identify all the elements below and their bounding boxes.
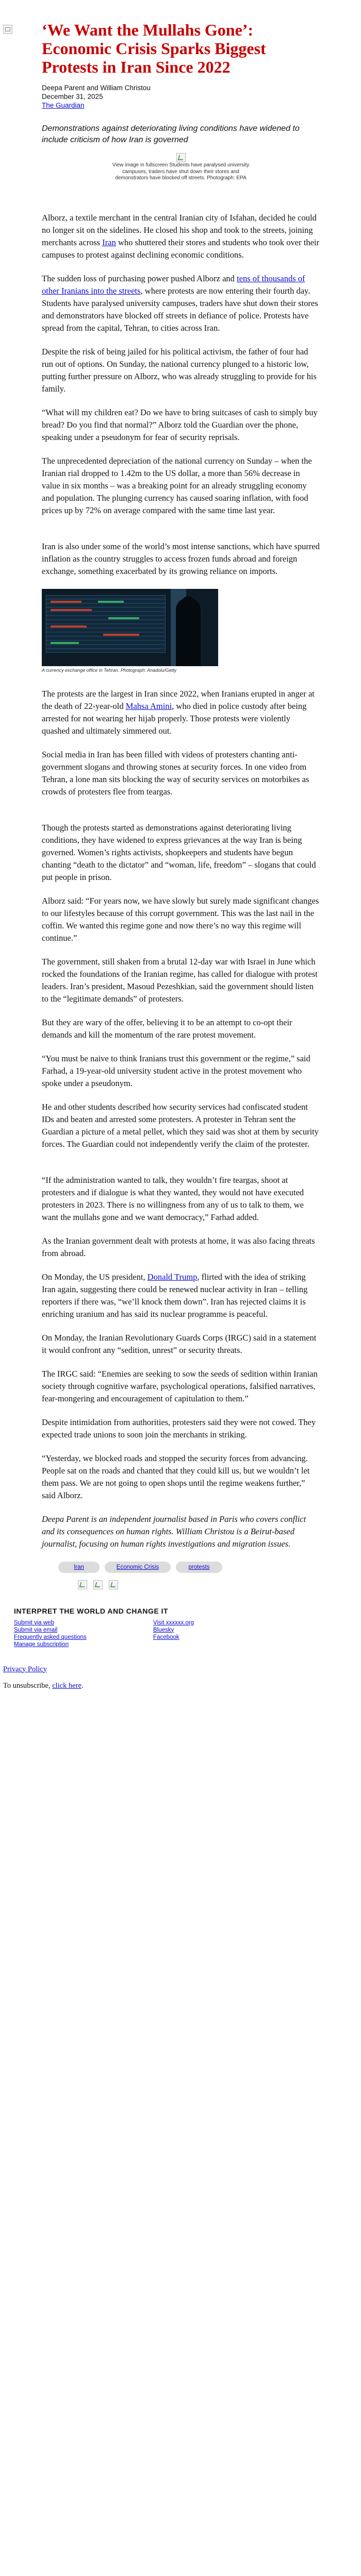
footer-links <box>14 1619 298 1648</box>
photo-figure <box>42 589 320 673</box>
iran-link[interactable]: Iran <box>102 237 116 247</box>
visit-site-link[interactable]: Visit xxxxxx.org <box>153 1619 194 1626</box>
paragraph-text: , flirted with the idea of striking Iran again, suggesting there could be renewed nuclear activity in Iran – telling reporters if there was, “we’ll knock them down”. Iran has rejected claims it is enriching uranium and has said its nuclear programme is peaceful. <box>42 1272 308 1319</box>
paragraph: Though the protests started as demonstrations against deteriorating living conditions, they have widened to express grievances at the way Iran is being governed. Women’s rights activists, shopkeepers and students have begun chanting “death to the dictator” and “woman, life, freedom” – slogans that could put people in prison. <box>42 822 316 882</box>
share-icon-1[interactable] <box>78 1580 87 1589</box>
paragraph-text: , who died in police custody after being arrested for not wearing her hijab properly. Those protests were violently quashed and ultimately simmered out. <box>42 701 307 736</box>
photo-caption: A currency exchange office in Tehran. Photograph: Anadolu/Getty <box>42 667 177 673</box>
paragraph: The IRGC said: “Enemies are seeking to sow the seeds of sedition within Iranian society through cognitive warfare, psychological operations, falsified narratives, fear-mongering and encouragement of capitulation to them.” <box>42 1368 318 1403</box>
faq-link[interactable]: Frequently asked questions <box>14 1634 87 1640</box>
footer-links-left <box>14 1619 153 1648</box>
byline-date: December 31, 2025 <box>42 93 103 100</box>
bluesky-link[interactable]: Bluesky <box>153 1626 174 1633</box>
paragraph: The unprecedented depreciation of the national currency on Sunday – when the Iranian rial dropped to 1.42m to the US dollar, a more than 56% decrease in value in six months – was a breaking point for an already struggling economy and population. The plunging currency has caused soaring inflation, with food prices up by 72% on average compared with the same time last year. <box>42 455 312 515</box>
paragraph <box>42 273 320 334</box>
share-icons <box>78 1580 320 1589</box>
tag-economic-crisis[interactable]: Economic Crisis <box>105 1562 171 1573</box>
paragraph <box>42 212 320 261</box>
tag-iran[interactable]: Iran <box>58 1562 100 1573</box>
paragraph-text: who shuttered their stores and students who took over their campuses to protest against declining economic conditions. <box>42 237 319 260</box>
tag-list <box>58 1562 320 1573</box>
unsubscribe-link[interactable]: click here <box>52 1681 81 1690</box>
footer-title: INTERPRET THE WORLD AND CHANGE IT <box>14 1606 169 1615</box>
legal-section <box>3 1665 361 1690</box>
facebook-link[interactable]: Facebook <box>153 1634 179 1640</box>
submit-web-link[interactable]: Submit via web <box>14 1619 54 1626</box>
byline-publication-link[interactable]: The Guardian <box>42 101 85 109</box>
paragraph: “You must be naive to think Iranians trust this government or the regime,” said Farhad, a 19-year-old university student active in the protest movement who spoke under a pseudonym. <box>42 1053 310 1088</box>
author-bio: Deepa Parent is an independent journalist based in Paris who covers conflict and its consequences on human rights. William Christou is a Beirut-based journalist, focusing on human rights investigations and migration issues. <box>42 1514 306 1549</box>
paragraph: “If the administration wanted to talk, they wouldn’t fire teargas, shoot at protesters and if dialogue is what they wanted, they would not have executed protesters in 2023. There is no willingness from any of us to talk to them, we want the mullahs gone and we want democracy,” Farhad added. <box>42 1175 304 1222</box>
byline-authors: Deepa Parent and William Christou <box>42 84 151 92</box>
newsletter-page <box>0 21 361 1690</box>
privacy-policy-link[interactable]: Privacy Policy <box>3 1665 47 1673</box>
unsubscribe-line <box>3 1681 361 1690</box>
paragraph-text: On Monday, the US president, <box>42 1272 147 1282</box>
section-2 <box>42 540 320 798</box>
broken-image-icon <box>176 153 186 162</box>
unsubscribe-text: To unsubscribe, <box>3 1681 53 1690</box>
section-3 <box>42 822 320 1150</box>
paragraph-text: The sudden loss of purchasing power pushed Alborz and <box>42 273 237 283</box>
paragraph: He and other students described how security services had confiscated student IDs and beaten and arrested some protesters. A protester in Tehran sent the Guardian a picture of a metal pellet, which they said was shot at them by security forces. The Guardian could not independently verify the claim of the protester. <box>42 1101 319 1149</box>
paragraph: Social media in Iran has been filled with videos of protesters chanting anti-government slogans and throwing stones at security forces. In one video from Tehran, a lone man sits blocking the way of security services on motorbikes as crowds of protesters flee from teargas. <box>42 749 309 796</box>
byline <box>42 83 320 110</box>
mahsa-amini-link[interactable]: Mahsa Amini <box>125 701 172 711</box>
share-icon-3[interactable] <box>109 1580 118 1589</box>
paragraph: “Yesterday, we blocked roads and stopped the security forces from advancing. People sat on the roads and chanted that they could kill us, but we wouldn’t let them pass. We are not going to open shops until the regime weakens further,” said Alborz. <box>42 1453 310 1500</box>
manage-subscription-link[interactable]: Manage subscription <box>14 1641 69 1648</box>
paragraph-text: The protests are the largest in Iran since 2022, when Iranians erupted in anger at the death of 22-year-old <box>42 688 315 711</box>
paragraph: Iran is also under some of the world’s most intense sanctions, which have spurred inflation as the country struggles to access frozen funds abroad and foreign exchange, something exacerbated by its growing reliance on imports. <box>42 541 320 576</box>
submit-email-link[interactable]: Submit via email <box>14 1626 58 1633</box>
unsubscribe-end: . <box>81 1681 84 1690</box>
paragraph: But they are wary of the offer, believing it to be an attempt to co-opt their demands and kill the momentum of the rare protest movement. <box>42 1017 292 1040</box>
silhouette-figure <box>176 598 201 666</box>
lead-image-alt-text: View image in fullscreen Students have paralysed university campuses, traders have shut down their stores and demonstrators have blocked off streets. Photograph: EPA <box>112 162 250 181</box>
donald-trump-link[interactable]: Donald Trump <box>147 1272 198 1282</box>
paragraph: Despite intimidation from authorities, protesters said they were not cowed. They expected trade unions to soon join the merchants in striking. <box>42 1417 316 1439</box>
paragraph <box>42 688 320 737</box>
paragraph: “What will my children eat? Do we have to bring suitcases of cash to simply buy bread? Do you find that normal?” Alborz told the Guardian over the phone, speaking under a pseudonym for fear of security reprisals. <box>42 407 318 442</box>
paragraph <box>42 1271 320 1320</box>
section-1 <box>42 212 320 517</box>
exchange-rate-board <box>46 595 166 653</box>
tag-protests[interactable]: protests <box>176 1562 222 1573</box>
protests-link[interactable]: tens of thousands of other Iranians into the streets <box>42 273 305 296</box>
paragraph: Despite the risk of being jailed for his political activism, the father of four had run out of options. On Sunday, the national currency plunged to a historic low, putting further pressure on Alborz, who was already struggling to provide for his family. <box>42 346 317 394</box>
paragraph-text: , where protests are now entering their fourth day. Students have paralysed university campuses, traders have shut down their stores and demonstrators have blocked off streets in defiance of police. Protests have spread from the capital, Tehran, to cities across Iran. <box>42 285 318 333</box>
paragraph: Alborz said: “For years now, we have slowly but surely made significant changes to our lifestyles because of this corrupt government. This was the last nail in the coffin. We wanted this regime gone and now there’s no way this regime will continue.” <box>42 895 319 943</box>
currency-exchange-photo <box>42 589 218 666</box>
lead-image-placeholder <box>111 153 251 182</box>
article-body <box>42 212 320 1550</box>
paragraph: The government, still shaken from a brutal 12-day war with Israel in June which rocked the foundations of the Iranian regime, has called for dialogue with protest leaders. Iran’s president, Masoud Pezeshkian, said the government should listen to the “legitimate demands” of protesters. <box>42 956 318 1004</box>
newsletter-footer <box>14 1607 298 1648</box>
broken-logo-icon <box>3 25 12 34</box>
paragraph-text: Alborz, a textile merchant in the central Iranian city of Isfahan, decided he could no longer sit on the sidelines. He closed his shop and took to the streets, joining merchants across <box>42 212 317 247</box>
paragraph: On Monday, the Iranian Revolutionary Guards Corps (IRGC) said in a statement it would confront any “sedition, unrest” or security threats. <box>42 1332 317 1355</box>
article-column <box>42 21 320 1589</box>
footer-links-right <box>153 1619 287 1648</box>
standfirst: Demonstrations against deteriorating living conditions have widened to include criticism of how Iran is governed <box>42 124 300 144</box>
section-4 <box>42 1174 320 1502</box>
article-headline: ‘We Want the Mullahs Gone’: Economic Crisis Sparks Biggest Protests in Iran Since 2022 <box>42 21 266 76</box>
paragraph: As the Iranian government dealt with protests at home, it was also facing threats from abroad. <box>42 1235 315 1258</box>
share-icon-2[interactable] <box>93 1580 103 1589</box>
